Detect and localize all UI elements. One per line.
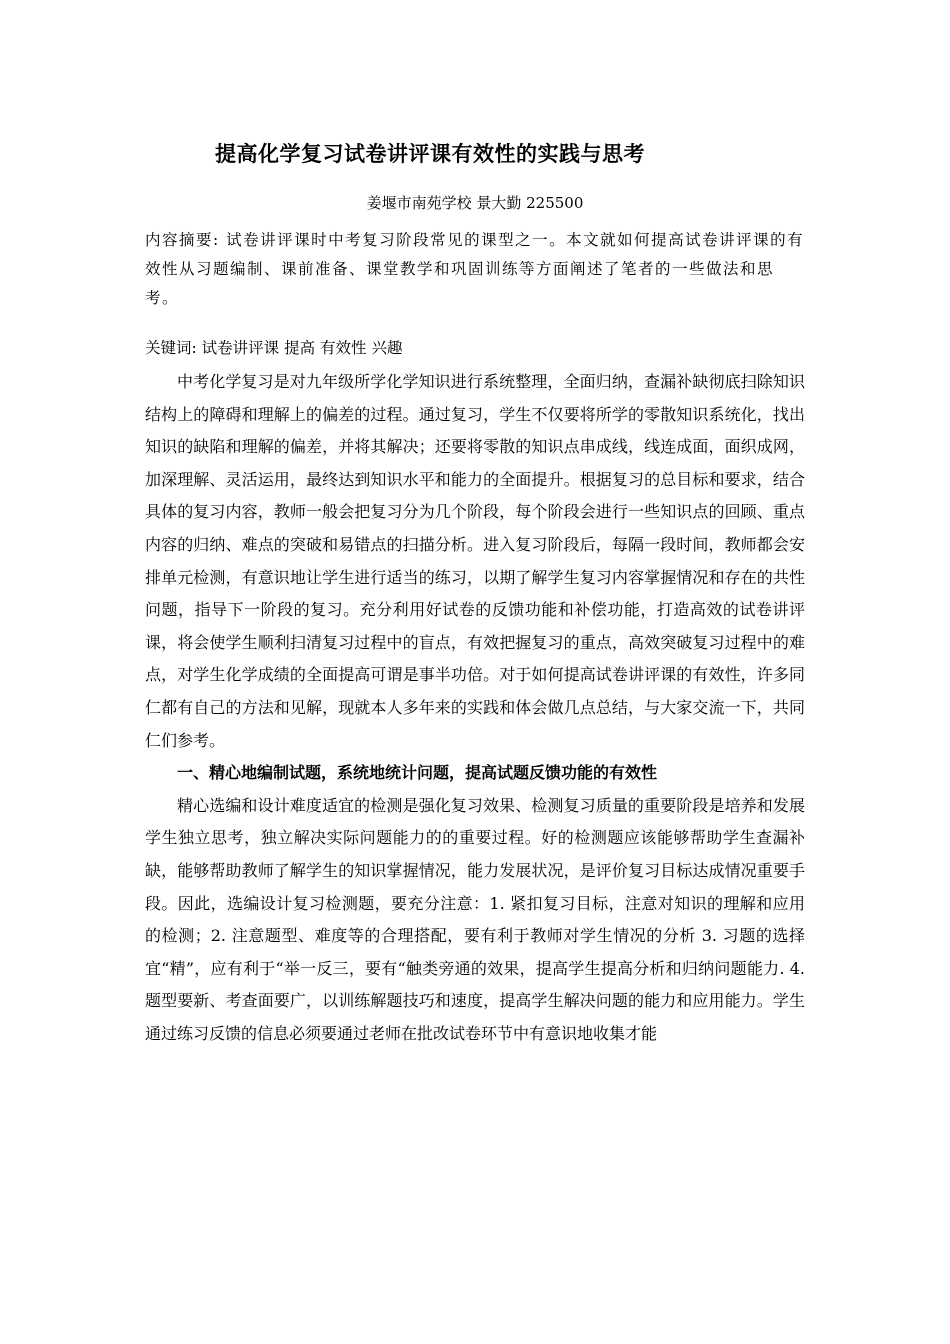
section-paragraph: 精心选编和设计难度适宜的检测是强化复习效果、检测复习质量的重要阶段是培养和发展学生独立思考，独立解决实际问题能力的的重要过程。好的检测题应该能够帮助学生查漏补缺，能够帮助教师了解学生的知识掌握情况，能力发展状况，是评价复习目标达成情况重要手段。因此，选编设计复习检测题，要充分注意：1. 紧扣复习目标，注意对知识的理解和应用的检测；2. 注意题型、难度等的合理搭配，要有利于教师对学生情况的分析 3. 习题的选择宜“精”，应有利于“举一反三，要有“触类旁通的效果，提高学生提高分析和归纳问题能力. 4. 题型要新、考查面要广，以训练解题技巧和速度，提高学生解决问题的能力和应用能力。学生通过练习反馈的信息必须要通过老师在批改试卷环节中有意识地收集才能: [145, 795, 805, 1043]
author-line: 姜堰市南苑学校 景大勤 225500: [366, 194, 584, 212]
keywords-text: 试卷讲评课 提高 有效性 兴趣: [196, 339, 403, 357]
intro-paragraph: 中考化学复习是对九年级所学化学知识进行系统整理，全面归纳，查漏补缺彻底扫除知识结构上的障碍和理解上的偏差的过程。通过复习，学生不仅要将所学的零散知识系统化，找出知识的缺陷和理解的偏差，并将其解决；还要将零散的知识点串成线，线连成面，面织成网，加深理解、灵活运用，最终达到知识水平和能力的全面提升。根据复习的总目标和要求，结合具体的复习内容，教师一般会把复习分为几个阶段，每个阶段会进行一些知识点的回顾、重点内容的归纳、难点的突破和易错点的扫描分析。进入复习阶段后，每隔一段时间，教师都会安排单元检测，有意识地让学生进行适当的练习，以期了解学生复习内容掌握情况和存在的共性问题，指导下一阶段的复习。充分利用好试卷的反馈功能和补偿功能，打造高效的试卷讲评课，将会使学生顺利扫清复习过程中的盲点，有效把握复习的重点，高效突破复习过程中的难点，对学生化学成绩的全面提高可谓是事半功倍。对于如何提高试卷讲评课的有效性，许多同仁都有自己的方法和见解，现就本人多年来的实践和体会做几点总结，与大家交流一下，共同仁们参考。: [145, 372, 805, 750]
abstract-text: 试卷讲评课时中考复习阶段常见的课型之一。本文就如何提高试卷讲评课的有效性从习题编制、课前准备、课堂教学和巩固训练等方面阐述了笔者的一些做法和思考。: [145, 231, 805, 307]
abstract: [145, 226, 805, 313]
paper-title: 提高化学复习试卷讲评课有效性的实践与思考: [215, 142, 645, 166]
keywords: [145, 334, 805, 363]
section-heading: 一、精心地编制试题，系统地统计问题，提高试题反馈功能的有效性: [177, 763, 658, 783]
body-text: [145, 366, 805, 1050]
abstract-label: 内容摘要:: [145, 231, 220, 249]
keywords-label: 关键词:: [145, 339, 197, 357]
